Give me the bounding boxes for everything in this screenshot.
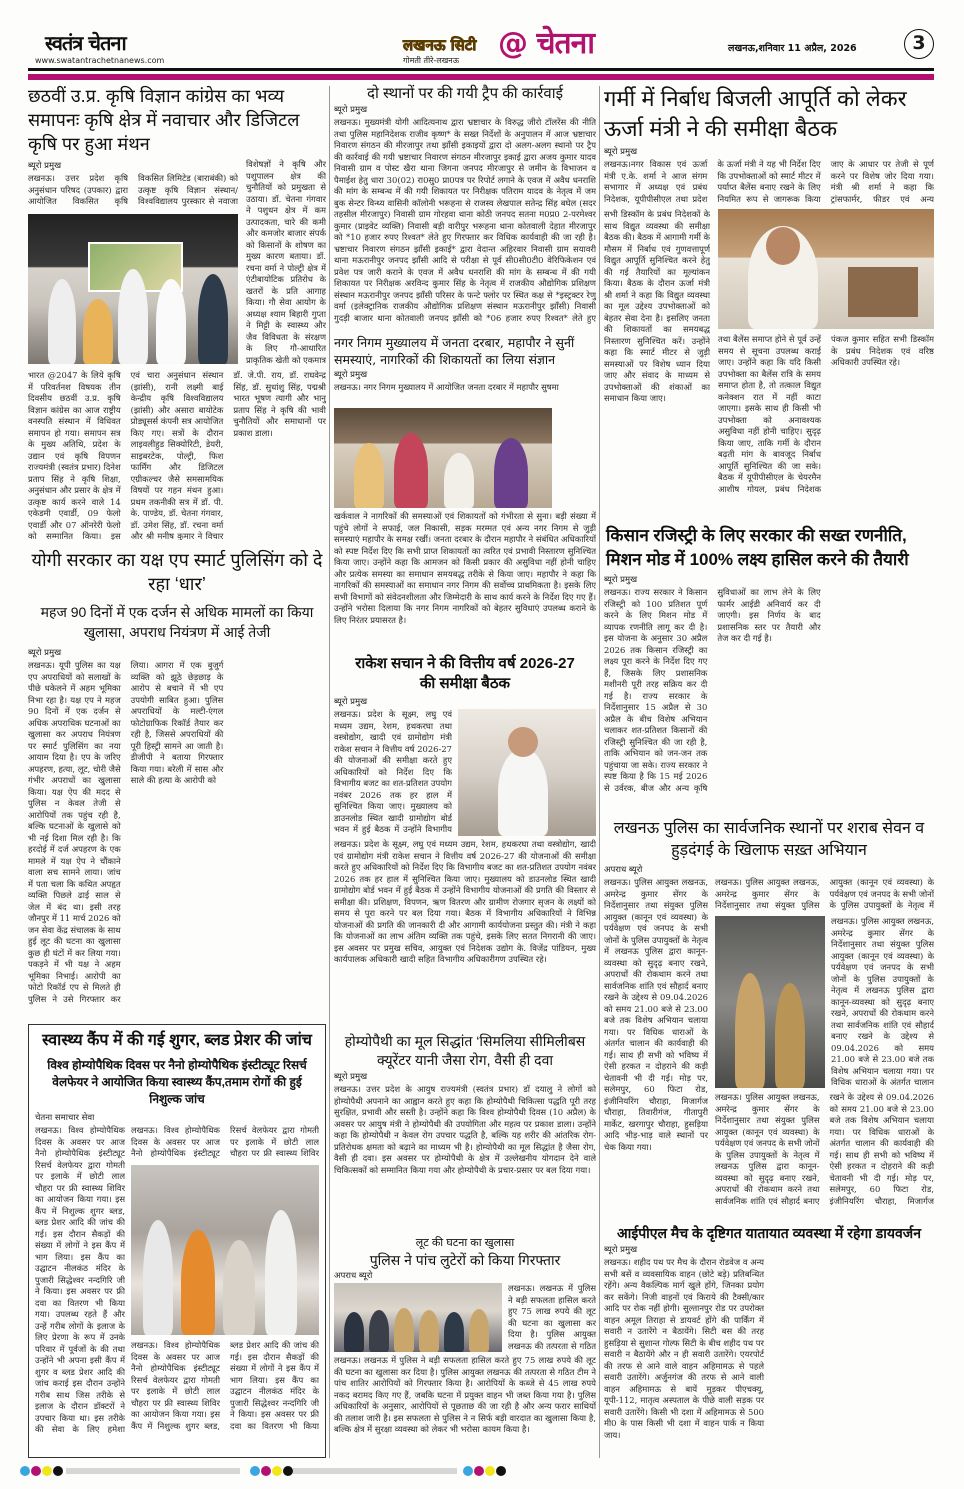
article-body: खर्कवाल ने नागरिकों की समस्याओं एवं शिकायतों को गंभीरता से सुना। बड़ी संख्या में पहुंचे लोगों ने सफाई, जल निकासी, सड़क मरम्मत एवं अन्य नगर निगम से जुड़ी समस्याएं महापौर के समक्ष रखीं। जनता दरबार के दौरान महापौर ने संबंधित अधिकारियों को स्पष्ट निर्देश दिए कि सभी प्राप्त शिकायतों का त्वरित एवं प्रभावी निस्तारण सुनिश्चित किया जाए। उन्होंने कहा कि आमजन को किसी प्रकार की असुविधा नहीं होनी चाहिए और प्रत्येक समस्या का समाधान समयबद्ध तरीके से किया जाए। महापौर ने कहा कि नागरिकों की समस्याओं का समाधान नगर निगम की सर्वोच्च प्राथमिकता है। इसके लिए सभी विभागों को संवेदनशीलता और जिम्मेदारी के साथ कार्य करने के निर्देश दिए गए हैं। उन्होंने भरोसा दिलाया कि नगर निगम नागरिकों को बेहतर सुविधाएं उपलब्ध कराने के लिए निरंतर प्रयासरत है। — [334, 511, 596, 625]
headline: छठवीं उ.प्र. कृषि विज्ञान कांग्रेस का भव्य समापनः कृषि क्षेत्र में नवाचार और डिजिटल कृषि पर हुआ मंथन — [28, 86, 300, 154]
article-body-bottom: लखनऊ। पुलिस आयुक्त लखनऊ, अमरेन्द्र कुमार सेंगर के निर्देशानुसार तथा संयुक्त पुलिस आयुक्त (कानून एवं व्यवस्था) के पर्यवेक्षण एवं जनपद के सभी जोनों के पुलिस उपायुक्तों के नेतृत्व में लखनऊ पुलिस द्वारा कानून-व्यवस्था को सुदृढ़ बनाए रखने, अपराधों की रोकथाम करने तथा सार्वजनिक शांति एवं सौहार्द बनाए रखने के उद्देश्य से 09.04.2026 को समय 21.00 बजे से 23.00 बजे तक विशेष अभियान चलाया गया। पर विधिक धाराओं के अंतर्गत चालान की कार्यवाही की गई। साथ ही सभी को भविष्य में ऐसी हरकत न दोहराने की कड़ी चेतावनी भी दी गई। मोड़ पर, सलेमपुर, 60 फिटा रोड, इंजीनियरिंग चौराहा, मिजार्गज — [715, 1092, 934, 1206]
black-mark — [283, 1466, 293, 1476]
city-section-subtitle: गोमती तीरे-लखनऊ — [403, 56, 460, 65]
article-body: लखनऊ। शहीद पथ पर मैच के दौरान रोडवेज व अन्य सभी बसें व व्यवसायिक वाहन (छोटे बड़े) प्रतिबन्धित रहेंगे। अन्य वैकल्पिक मार्ग खुले होंगे, जिनका प्रयोग कर सकेंगे। निजी वाहनों एवं किराये की टैक्सी/कार आदि पर रोक नहीं होगी। सुल्तानपुर रोड पर उपरोक्त वाहन अमूल तिराहा से डायवर्ट होंगे की पार्किंग में सवारी न उतारेंगे न बैठायेंगे। सिटी बस की तरह हुसड़िया से सुशान्त गोल्फ सिटी के बीच शहीद पथ पर सवारी न बैठायेंगे और न ही सवारी उतारेंगे। एयरपोर्ट की तरफ से आने वाले वाहन अहिमामऊ से पहले सवारी उतारेंगे। अर्जुनगंज की तरफ से आने वाली वाहन अहिमामऊ से बायें मुड़कर पीएचक्यू, यूपी-112, मातृत्व अस्पताल के पीछे वाली सड़क पर सवारी उतारेंगे। किसी भी दशा में अहिमामऊ से 500 मी0 के पास किसी भी दशा में वाहन पार्क न किया जाय। — [604, 1257, 764, 1440]
headline: योगी सरकार का यक्ष एप स्मार्ट पुलिसिंग को दे रहा ‘धार’ — [31, 550, 323, 594]
headline: आईपीएल मैच के दृष्टिगत यातायात व्यवस्था में रहेगा डायवर्जन — [617, 1225, 921, 1241]
article-body-bottom: लखनऊ। विश्व होम्योपैथिक दिवस के अवसर पर आज नैनो होम्योपैथिक इंस्टीट्यूट रिसर्च वेलफेयर द्वारा गोमती पर इलाके में छोटी लाल चौहरा पर फ्री स्वास्थ्य शिविर का आयोजन किया गया। इस कैंप में निशुल्क शुगर ब्लड, ब्लड प्रेशर आदि की जांच की गई। इस दौरान सैकड़ों की संख्या में लोगों ने इस कैंप में भाग लिया। इस कैंप का उद्घाटन नीलकंठ मंदिर के पुजारी सिद्धेश्वर नन्दगिरि जी ने किया। इस अवसर पर फ्री दवा का वितरण भी किया — [131, 1340, 319, 1431]
article-body: लखनऊ। मुख्यमंत्री योगी आदित्यनाथ द्वारा भ्रष्टाचार के विरुद्ध जीरो टॉलरेंस की नीति तथा पुलिस महानिदेशक राजीव कृष्ण* के सख्त निर्देशों के अनुपालन में आज भ्रष्टाचार निवारण संगठन की मीरजापुर तथा झाँसी इकाइयों द्वारा दो अलग-अलग स्थानो पर ट्रैप की कार्रवाई की गयी भ्रष्टाचार निवारण संगठन मीरजापुर इकाई द्वारा अजय कुमार यादव निवासी ग्राम व पोस्ट खैरा थाना जिगना जनपद मीरजापुर से जमीन के विभाजन व पैमाईश हेतु धारा 30(02) रा0सु0 प्रा0पत्र पर रिपोर्ट लगाने के एवज में अवैध धनराशि की मांग के सम्बन्ध में की गयी शिकायत पर निरीक्षक पतिराम यादव के नेतृत्व में जम बुक सेन्टर विन्ध्य वासिनी कॉलोनी भरूहना से राजस्व लेखपाल सतेन्द्र सिंह बघेल (सदर तहसील मीरजापुर) निवासी ग्राम गोरहवा थाना कोठी जनपद सतना म0प्र0 2-परमेश्वर कुमार (प्राइवेट व्यक्ति) निवासी बड़ी वारीपुर भरूहना थाना कोतवाली देहात मीरजापुर को *10 हजार रुपए रिश्वत* लेते हुए गिरफ्तार कर विधिक कार्यवाही की जा रही है। भ्रष्टाचार निवारण संगठन झाँसी इकाई* द्वारा वेदान्त अहिरवार निवासी ग्राम सयावरी थाना मऊरानीपुर जनपद झाँसी आदि से परीक्षा से पूर्व सी0सी0टी0 वेरिफिकेशन एवं प्रवेश पत्र जारी कराने के एवज में अवैध धनराशि की मांग के सम्बन्ध में की गयी शिकायत पर निरीक्षक अरविन्द कुमार सिंह के नेतृत्व में राजकीय औद्योगिक प्रशिक्षण संस्थान मऊरानीपुर जनपद झाँसी परिसर के फन्टे फ्लोर पर स्थित कक्ष से *इस्ट्रक्टर रेणु वर्मा (इलेक्ट्रानिक राजकीय औद्योगिक प्रशिक्षण संस्थान मऊरानीपुर झाँसी) निवासी गुदड़ी बाजार थाना कोतवाली जनपद झाँसी को *06 हजार रुपए रिश्वत* लेते हुए — [334, 117, 596, 323]
subheadline: विश्व होम्योपैथिक दिवस पर नैनो होम्योपैथिक इंस्टीट्यूट रिसर्च वेलफेयर ने आयोजित किया स्वास्थ्य कैंप,तमाम रोगों की हुई निशुल्क जांच — [47, 1058, 307, 1106]
byline: अपराध ब्यूरो — [604, 865, 643, 875]
registration-marks-left — [20, 1466, 63, 1476]
headline: लखनऊ पुलिस का सार्वजनिक स्थानों पर शराब सेवन व हुड़दंगई के खिलाफ सख़्त अभियान — [613, 820, 925, 859]
article-homeopathy-principle — [334, 1032, 596, 1230]
brand-logo[interactable]: स्वतंत्र चेतना — [45, 31, 126, 55]
byline: ब्यूरो प्रमुख — [334, 1072, 368, 1082]
byline: चेतना समाचार सेवा — [35, 1113, 95, 1123]
black-mark — [496, 1466, 506, 1476]
masthead-rule-magenta — [28, 74, 934, 80]
byline: ब्यूरो प्रमुख — [28, 161, 62, 171]
yellow-mark — [272, 1466, 282, 1476]
photo-liquor-drive — [715, 916, 825, 1088]
headline: पुलिस ने पांच लुटेरों को किया गिरफ्तार — [369, 1252, 561, 1268]
column-divider — [599, 86, 600, 1458]
article-ipl-diversion — [604, 1224, 934, 1460]
dateline: लखनऊ,शनिवार 11 अप्रैल, 2026 — [728, 43, 857, 54]
article-health-camp — [28, 1024, 326, 1458]
black-mark — [53, 1466, 63, 1476]
registration-marks-right — [463, 1466, 506, 1476]
masthead — [28, 0, 938, 68]
cyan-mark — [463, 1466, 473, 1476]
city-section-logo: लखनऊ सिटी — [403, 36, 477, 54]
article-body-top: लखनऊ। उत्तर प्रदेश कृषि अनुसंधान परिषद (उपकार) द्वारा आयोजित विकसित कृषि विकसित लिमिटेड (बाराबंकी) को उत्कृष्ट कृषि विज्ञान संस्थान/विश्वविद्यालय पुरस्कार से नवाजा — [28, 173, 238, 206]
headline: स्वास्थ्य कैंप में की गई शुगर, ब्लड प्रेशर की जांच — [42, 1032, 312, 1049]
article-body-top: लखनऊ।नगर विकास एवं ऊर्जा मंत्री ए.के. शर्मा ने आज संगम सभागार में अध्यक्ष एवं प्रबंध निदेशक, यूपीपीसीएल तथा प्रदेश के ऊर्जा मंत्री ने यह भी निर्देश दिए कि उपभोक्ताओं को स्मार्ट मीटर में पर्याप्त बैलेंस बनाए रखने के लिए नियमित रूप से जागरूक किया जाए के आधार पर तेजी से पूर्ण करने पर विशेष जोर दिया गया। मंत्री श्री शर्मा ने कहा कि ट्रांसफार्मर, फीडर एवं अन्य — [604, 159, 934, 204]
article-body: लखनऊ। लखनऊ में पुलिस ने बड़ी सफलता हासिल करते हुए 75 लाख रुपये की लूट की घटना का खुलासा कर दिया है। पुलिस आयुक्त लखनऊ की तत्परता से गठित टीम ने पांच शातिर आरोपियों को गिरफ्तार किया है। आरोपियों के कब्जे से 45 लाख रुपये नकद बरामद किए गए हैं, जबकि घटना में प्रयुक्त वाहन भी जब्त किया गया है। पुलिस अधिकारियों के अनुसार, आरोपियों से पूछताछ की जा रही है और अन्य फरार साथियों की तलाश जारी है। इस सफलता से पुलिस ने न सिर्फ बड़ी वारदात का खुलासा किया है, बल्कि क्षेत्र में सुरक्षा व्यवस्था को लेकर भी भरोसा कायम किया है। — [334, 1355, 596, 1434]
byline: ब्यूरो प्रमुख — [28, 648, 62, 658]
article-body-top: लखनऊ। विश्व होम्योपैथिक दिवस के अवसर पर आज नैनो होम्योपैथिक इंस्टीट्यूट रिसर्च वेलफेयर द्वारा गोमती पर इलाके में छोटी लाल चौहरा पर फ्री स्वास्थ्य शिविर — [131, 1125, 319, 1158]
magenta-mark — [261, 1466, 271, 1476]
headline: नगर निगम मुख्यालय में जनता दरबार, महापौर ने सुनीं समस्याएं, नागरिकों की शिकायतों का लिया संज्ञान — [334, 335, 575, 367]
page-number: 3 — [904, 29, 934, 59]
article-body-left: लखनऊ। प्रदेश के सूक्ष्म, लघु एवं मध्यम उद्यम, रेशम, हथकरघा तथा वस्त्रोद्योग, खादी एवं ग्रामोद्योग मंत्री राकेश सचान ने वित्तीय वर्ष 2026-27 की योजनाओं की समीक्षा करते हुए अधिकारियों को निर्देश दिए कि विभागीय बजट का शत-प्रतिशत उपयोग नवंबर 2026 तक हर हाल में सुनिश्चित किया जाए। मुख्यालय को डाउनलोड स्थित खादी ग्रामोद्योग बोर्ड भवन में हुई बैठक में उन्होंने विभागीय — [334, 709, 452, 834]
byline: ब्यूरो प्रमुख — [604, 147, 638, 157]
article-agri-congress — [28, 84, 326, 540]
yellow-mark — [485, 1466, 495, 1476]
magenta-mark — [474, 1466, 484, 1476]
section-logo-at-chetna: @ चेतना — [498, 26, 595, 61]
headline: दो स्थानों पर की गयी ट्रैप की कार्रवाई — [367, 85, 563, 102]
photo-energy-minister — [718, 209, 934, 329]
article-liquor-drive — [604, 818, 934, 1216]
article-sachan-review — [334, 654, 596, 1026]
article-body: लखनऊ। प्रदेश के सूक्ष्म, लघु एवं मध्यम उद्यम, रेशम, हथकरघा तथा वस्त्रोद्योग, खादी एवं ग्रामोद्योग मंत्री राकेश सचान ने वित्तीय वर्ष 2026-27 की योजनाओं की समीक्षा करते हुए अधिकारियों को निर्देश दिए कि विभागीय बजट का शत-प्रतिशत उपयोग नवंबर 2026 तक हर हाल में सुनिश्चित किया जाए। मुख्यालय को डाउनलोड स्थित खादी ग्रामोद्योग बोर्ड भवन में हुई बैठक में उन्होंने विभागीय योजनाओं की प्रगति की विस्तार से समीक्षा की। प्रशिक्षण, विपणन, ऋण वितरण और ग्रामीण रोजगार सृजन के लक्ष्यों को समय से पूरा करने पर बल दिया गया। बैठक में विभागीय अधिकारियों ने विभिन्न योजनाओं की प्रगति की जानकारी दी और आगामी कार्ययोजना प्रस्तुत की। मंत्री ने कहा कि योजनाओं का लाभ अंतिम व्यक्ति तक पहुंचे, इसके लिए सतत निगरानी की जाए। इस अवसर पर प्रमुख सचिव, आयुक्त एवं निदेशक उद्योग के. विजेंद्र पांडियन, मुख्य कार्यपालक अधिकारी खादी सहित विभागीय अधिकारीगण उपस्थित रहे। — [334, 839, 596, 964]
byline: ब्यूरो प्रमुख — [604, 1245, 638, 1255]
byline: ब्यूरो प्रमुख — [334, 370, 368, 380]
headline: राकेश सचान ने की वित्तीय वर्ष 2026-27 की समीक्षा बैठक — [355, 655, 575, 692]
photo-health-camp — [131, 1165, 319, 1335]
article-body-top: लखनऊ। पुलिस आयुक्त लखनऊ, अमरेन्द्र कुमार सेंगर के निर्देशानुसार तथा संयुक्त पुलिस आयुक्त (कानून एवं व्यवस्था) के पर्यवेक्षण एवं जनपद के सभी जोनों के पुलिस उपायुक्तों के नेतृत्व में — [715, 877, 934, 910]
footer-bar — [293, 1468, 457, 1474]
article-body-right: तथा बैलेंस समाप्त होने से पूर्व उन्हें समय से सूचना उपलब्ध कराई जाए। उन्होंने कहा कि यदि किसी उपभोक्ता का बैलेंस रात्रि के समय समाप्त होता है, तो तत्काल विद्युत कनेक्शन रात में नहीं काटा जाएगा। इसके साथ ही किसी भी उपभोक्ता को अनावश्यक असुविधा नहीं होनी चाहिए। सुदृढ़ किया जाए, ताकि गर्मी के दौरान बढ़ती मांग के बावजूद निर्बाध आपूर्ति सुनिश्चित की जा सके। बैठक में यूपीपीसीएल के चेयरमैन आशीष गोयल, प्रबंध निदेशक पंकज कुमार सहित सभी डिस्कॉम के प्रबंध निदेशक एवं वरिष्ठ अधिकारी उपस्थित रहे। — [718, 334, 934, 494]
article-body-left: लखनऊ। विश्व होम्योपैथिक दिवस के अवसर पर आज नैनो होम्योपैथिक इंस्टीट्यूट रिसर्च वेलफेयर द्वारा गोमती पर इलाके में छोटी लाल चौहरा पर फ्री स्वास्थ्य शिविर का आयोजन किया गया। इस कैंप में निशुल्क शुगर ब्लड, ब्लड प्रेशर आदि की जांच की गई। इस दौरान सैकड़ों की संख्या में लोगों ने इस कैंप में भाग लिया। इस कैंप का उद्घाटन नीलकंठ मंदिर के पुजारी सिद्धेश्वर नन्दगिरि जी ने किया। इस अवसर पर फ्री दवा का वितरण भी किया गया। उपलब्ध रहते हैं और उन्हें गरीब लोगों के इलाज के लिए प्रेरणा के रूप में उनके परिवार में पूर्वजों के की तथा उन्होंने भी अपना इसी कैंप में शुगर व ब्लड प्रेशर आदि की जांच कराई इस दौरान उन्होंने गरीब साथ जिस तरीके से इलाज के दौरान डॉक्टरों ने उपचार किया था। इस तरीके की सेवा के लिए हमेशा — [35, 1125, 125, 1434]
photo-sachan-meeting — [458, 709, 596, 836]
byline: ब्यूरो प्रमुख — [334, 697, 368, 707]
headline: होम्योपैथी का मूल सिद्धांत ‘सिमलिया सीमिलीबस क्यूरेंटर यानी जैसा रोग, वैसी ही दवा — [344, 1033, 586, 1068]
article-lead: लखनऊ। नगर निगम मुख्यालय में आयोजित जनता दरबार में महापौर सुषमा — [334, 382, 559, 392]
article-power-review — [604, 84, 934, 516]
kicker: लूट की घटना का खुलासा — [415, 1237, 515, 1249]
article-body-left: सभी डिस्कॉम के प्रबंध निदेशकों के साथ विद्युत व्यवस्था की समीक्षा बैठक की। बैठक में आगामी गर्मी के मौसम में निर्बाध एवं गुणवत्तापूर्ण विद्युत आपूर्ति सुनिश्चित करने हेतु की गई तैयारियों का मूल्यांकन किया। बैठक के दौरान ऊर्जा मंत्री श्री शर्मा ने कहा कि विद्युत व्यवस्था का मूल उद्देश्य उपभोक्ताओं को बेहतर सेवा देना है। इसलिए जनता की शिकायतों का समयबद्ध निस्तारण सुनिश्चित करें। उन्होंने कहा कि स्मार्ट मीटर से जुड़ी समस्याओं पर विशेष ध्यान दिया जाए और संवाद के माध्यम से उपभोक्ताओं की शंकाओं का समाधान किया जाए। — [604, 209, 710, 403]
photo-loot-arrest — [334, 1283, 502, 1352]
registration-marks-center — [250, 1466, 293, 1476]
article-body-side: लखनऊ। लखनऊ में पुलिस ने बड़ी सफलता हासिल करते हुए 75 लाख रुपये की लूट की घटना का खुलासा कर दिया है। पुलिस आयुक्त लखनऊ की तत्परता से गठित — [508, 1283, 596, 1351]
article-body-bottom: भारत @2047 के लिये कृषि में परिवर्तनश विषयक तीन दिवसीय छठवीं उ.प्र. कृषि विज्ञान कांग्रेस का आज राष्ट्रीय वनस्पति संस्थान में विधिवत समापन हो गया। समापन सत्र के मुख्य अतिथि, प्रदेश के उद्यान एवं कृषि विपणन राज्यमंत्री (स्वतंत्र प्रभार) दिनेश प्रताप सिंह ने कृषि शिक्षा, अनुसंधान और प्रसार के क्षेत्र में उत्कृष्ट कार्य करने वाले 14 एकेडमी एवार्डी, 09 फेलो एवार्डी और 07 ऑनरेरी फेलो को सम्मानित किया। इस एवं चारा अनुसंधान संस्थान (झांसी), रानी लक्ष्मी बाई केन्द्रीय कृषि विश्वविद्यालय (झांसी) और असारा बायोटेक प्रोड्यूसर्स कंपनी सत्र आयोजित किए गए। सत्रों के दौरान लाइवलीहुड सिक्योरिटी, डेयरी, साइबरटेक, पोल्ट्री, फिश फार्मिंग और डिजिटल एग्रीकल्चर जैसे समसामयिक विषयों पर गहन मंथन हुआ। प्रथम तकनीकी सत्र में डॉ. पी. के. पाण्डेय, डॉ. चेतना गंगवार, डॉ. उमेश सिंह, डॉ. रचना वर्मा और श्री मनीष कुमार ने विचार डॉ. जे.पी. राय, डॉ. राघवेन्द्र सिंह, डॉ. सुधांशु सिंह, पद्मश्री भारत भूषण त्यागी और भानु प्रताप सिंह ने कृषि की भावी चुनौतियों और समाधानों पर प्रकाश डाला। — [28, 370, 326, 540]
article-body: लखनऊ। यूपी पुलिस का यक्ष एप अपराधियों को सलाखों के पीछे धकेलने में अहम भूमिका निभा रहा है। यक्ष एप ने महज 90 दिनों में एक दर्जन से अधिक अपराधिक घटनाओं का खुलासा कर अपराध नियंत्रण पर स्मार्ट पुलिसिंग का नया आयाम दिया है। एप के जरिए अपहरण, हत्या, लूट, चोरी जैसे गंभीर अपराधों का खुलासा किया। यक्ष ऐप की मदद से पुलिस न केवल तेजी से आरोपियों तक पहुंच रही है, बल्कि घटनाओं के खुलासे को भी नई दिशा मिल रही है। कि हरदोई में दर्ज अपहरण के एक मामले में यक्ष ऐप ने चौंकाने वाला सच सामने लाया। जांच में पता चला कि कथित अपहृत व्यक्ति पिछले ढाई साल से जेल में बंद था। इसी तरह जौनपुर में 11 मार्च 2026 को जन सेवा केंद्र संचालक के साथ हुई लूट की घटना का खुलासा कुछ ही घंटों में कर लिया गया। पकड़ने में भी यक्ष ने अहम भूमिका निभाई। आरोपी का फोटो रिकॉर्ड एप से मिलते ही पुलिस ने उसे गिरफ्तार कर लिया। आगरा में एक बुजुर्ग व्यक्ति को झूठे छेड़छाड़ के आरोप से बचाने में भी एप उपयोगी साबित हुआ। पुलिस अपराधियों के मल्टी-एंगल फोटोग्राफिक रिकॉर्ड तैयार कर रही है, जिससे अपराधियों की पूरी हिस्ट्री सामने आ जाती है। डीजीपी ने बताया गिरफ्तार किया गया। बरेली में सास और साले की हत्या के आरोपी को — [28, 660, 224, 1004]
headline: किसान रजिस्ट्री के लिए सरकार की सख्त रणनीति, मिशन मोड में 100% लक्ष्य हासिल करने की तैयारी — [606, 526, 909, 569]
article-trap-action — [334, 84, 596, 328]
cyan-mark — [20, 1466, 30, 1476]
cyan-mark — [250, 1466, 260, 1476]
masthead-rule-black — [28, 68, 934, 71]
article-kisan-registry — [604, 524, 934, 812]
photo-award-ceremony — [28, 214, 238, 364]
article-body: लखनऊ। उत्तर प्रदेश के आयुष राज्यमंत्री (स्वतंत्र प्रभार) डॉ दयालु ने लोगों को होम्योपैथी अपनाने का आह्वान करते हुए कहा कि होम्योपैथी चिकित्सा पद्धति पूरी तरह सुरक्षित, प्रभावी और सस्ती है। उन्होंने कहा कि विश्व होम्योपैथी दिवस (10 अप्रैल) के अवसर पर आयुष मंत्री ने होम्योपैथी की उपयोगिता और महत्व पर प्रकाश डाला। उन्होंने कहा कि होम्योपैथी न केवल रोग उपचार पद्धति है, बल्कि यह शरीर की आंतरिक रोग-प्रतिरोधक क्षमता को बढ़ाने का माध्यम भी है। होम्योपैथी का मूल सिद्धांत है जैसा रोग, वैसी ही दवा। इस अवसर पर होम्योपैथी के क्षेत्र में उल्लेखनीय योगदान देने वाले चिकित्सकों को सम्मानित किया गया और होम्योपैथी के प्रचार-प्रसार पर बल दिया गया। — [334, 1084, 596, 1175]
headline: गर्मी में निर्बाध बिजली आपूर्ति को लेकर ऊर्जा मंत्री ने की समीक्षा बैठक — [604, 86, 907, 141]
article-janata-darbar — [334, 334, 596, 646]
magenta-mark — [31, 1466, 41, 1476]
article-body-right: लखनऊ। पुलिस आयुक्त लखनऊ, अमरेन्द्र कुमार सेंगर के निर्देशानुसार तथा संयुक्त पुलिस आयुक्त (कानून एवं व्यवस्था) के पर्यवेक्षण एवं जनपद के सभी जोनों के पुलिस उपायुक्तों के नेतृत्व में लखनऊ पुलिस द्वारा कानून-व्यवस्था को सुदृढ़ बनाए रखने, अपराधों की रोकथाम करने तथा सार्वजनिक शांति एवं सौहार्द बनाए रखने के उद्देश्य से 09.04.2026 को समय 21.00 बजे से 23.00 बजे तक विशेष अभियान चलाया गया। पर विधिक धाराओं के अंतर्गत चालान — [831, 916, 934, 1087]
yellow-mark — [42, 1466, 52, 1476]
photo-janata-darbar — [334, 408, 552, 508]
byline: ब्यूरो प्रमुख — [334, 105, 368, 115]
footer-bar — [66, 1468, 240, 1474]
column-divider — [329, 86, 330, 1458]
subheadline: महज 90 दिनों में एक दर्जन से अधिक मामलों का किया खुलासा, अपराध नियंत्रण में आई तेजी — [40, 604, 314, 640]
article-body: लखनऊ। राज्य सरकार ने किसान रजिस्ट्री को 100 प्रतिशत पूर्ण करने के लिए मिशन मोड में व्यापक रणनीति लागू कर दी है। इस योजना के अनुसार 30 अप्रैल 2026 तक किसान रजिस्ट्री का लक्ष्य पूरा करने के निर्देश दिए गए हैं, जिसके लिए प्रशासनिक मशीनरी पूरी तरह सक्रिय कर दी गई है। राज्य सरकार के निर्देशानुसार 15 अप्रैल से 30 अप्रैल के बीच विशेष अभियान चलाकर शत-प्रतिशत किसानों की रजिस्ट्री सुनिश्चित की जा रही है, ताकि अभियान को जन-जन तक पहुंचाया जा सके। राज्य सरकार ने स्पष्ट किया है कि 15 मई 2026 से उर्वरक, बीज और अन्य कृषि सुविधाओं का लाभ लेने के लिए फार्मर आईडी अनिवार्य कर दी जाएगी। इस निर्णय के बाद प्रशासनिक स्तर पर तैयारी और तेज कर दी गई है। — [604, 587, 821, 793]
article-body-left: लखनऊ। पुलिस आयुक्त लखनऊ, अमरेन्द्र कुमार सेंगर के निर्देशानुसार तथा संयुक्त पुलिस आयुक्त (कानून एवं व्यवस्था) के पर्यवेक्षण एवं जनपद के सभी जोनों के पुलिस उपायुक्तों के नेतृत्व में लखनऊ पुलिस द्वारा कानून-व्यवस्था को सुदृढ़ बनाए रखने, अपराधों की रोकथाम करने तथा सार्वजनिक शांति एवं सौहार्द बनाए रखने के उद्देश्य से 09.04.2026 को समय 21.00 बजे से 23.00 बजे तक विशेष अभियान चलाया गया। पर विधिक धाराओं के अंतर्गत चालान की कार्यवाही की गई। साथ ही सभी को भविष्य में ऐसी हरकत न दोहराने की कड़ी चेतावनी भी दी गई। मोड़ पर, सलेमपुर, 60 फिटा रोड, इंजीनियरिंग चौराहा, मिजार्गज चौराहा, तिवारीगंज, गीतापुरी मार्केट, खरगापुर चौराहा, हुसड़िया आदि भीड़-भाड़ वाले स्थानों पर चेक किया गया। — [604, 877, 708, 1152]
article-body-side: विशेषज्ञों ने कृषि और पशुपालन क्षेत्र की चुनौतियों को प्रमुखता से उठाया। डॉ. चेतना गंगवार ने पशुधन क्षेत्र में कम उत्पादकता, चारे की कमी और कमजोर बाजार संपर्क को किसानों के शोषण का मुख्य कारण बताया। डॉ. रचना वर्मा ने पोल्ट्री क्षेत्र में एंटीबायोटिक प्रतिरोध के खतरों के प्रति आगाह किया। गौ सेवा आयोग के अध्यक्ष श्याम बिहारी गुप्ता ने मिट्टी के स्वास्थ्य और जैव विविधता के संरक्षण के लिए गौ-आधारित प्राकृतिक खेती को एकमात्र — [246, 159, 326, 365]
byline: अपराध ब्यूरो — [334, 1271, 373, 1281]
brand-url[interactable]: www.swatantrachetnanews.com — [35, 56, 165, 65]
article-loot-arrest — [334, 1236, 596, 1460]
article-yaksh-app — [28, 548, 326, 1008]
byline: ब्यूरो प्रमुख — [604, 575, 638, 585]
